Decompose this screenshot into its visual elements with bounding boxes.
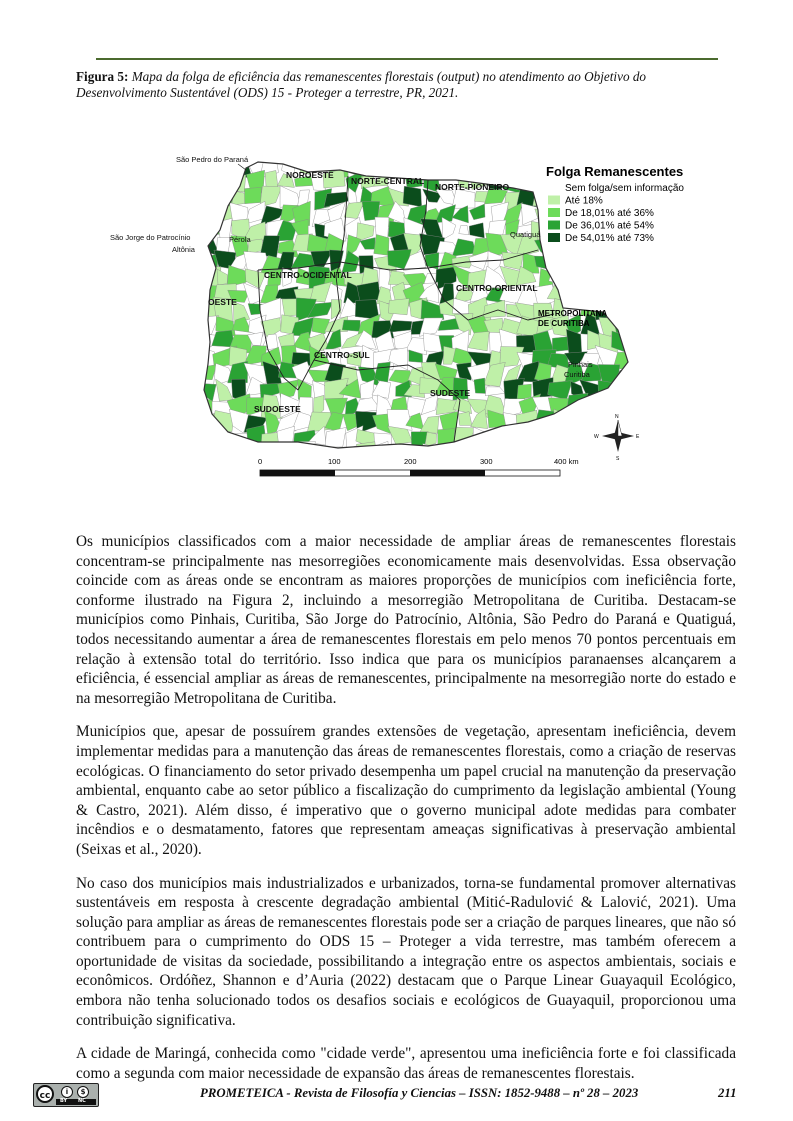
municipality xyxy=(500,450,524,460)
region-label: CENTRO-SUL xyxy=(314,350,370,360)
municipality xyxy=(613,253,633,272)
municipality xyxy=(374,234,389,255)
municipality xyxy=(628,270,653,289)
municipality xyxy=(548,398,570,419)
region-label: OESTE xyxy=(208,297,237,307)
municipality xyxy=(436,153,458,173)
license-bar xyxy=(56,1099,96,1105)
compass-rose xyxy=(594,414,640,462)
municipality xyxy=(634,378,647,399)
municipality xyxy=(564,428,588,449)
municipality xyxy=(611,442,635,464)
legend-label: Até 18% xyxy=(565,195,603,207)
legend-label: De 36,01% até 54% xyxy=(565,220,654,232)
municipality xyxy=(474,378,486,394)
map-legend xyxy=(546,164,684,244)
municipality xyxy=(453,427,475,448)
municipality xyxy=(566,283,588,306)
page-footer xyxy=(0,1080,793,1110)
municipality xyxy=(611,271,634,289)
municipality xyxy=(292,441,316,466)
municipality xyxy=(580,254,604,267)
compass-s: S xyxy=(616,456,620,462)
municipality xyxy=(196,218,220,236)
city-label: Quatiguá xyxy=(510,230,541,239)
scale-tick: 0 xyxy=(258,457,263,466)
municipality xyxy=(342,320,360,331)
scale-tick: 400 km xyxy=(554,457,579,466)
municipality xyxy=(452,157,470,178)
paragraph: A cidade de Maringá, conhecida como "cidade verde", apresentou uma ineficiência forte e foi classificada como a segunda com maior necessidade de expansão das áreas de remanescentes florestais. xyxy=(76,1045,736,1082)
region-label: SUDOESTE xyxy=(254,404,301,414)
municipality xyxy=(633,347,649,367)
municipality xyxy=(581,402,598,410)
municipality xyxy=(196,178,219,189)
attribution-icon: i xyxy=(61,1086,73,1098)
municipality xyxy=(213,172,237,194)
legend-swatch xyxy=(548,208,560,217)
region-label: CENTRO-ORIENTAL xyxy=(456,283,538,293)
cc-icon: cc xyxy=(36,1085,54,1103)
figure-caption xyxy=(76,69,736,101)
license-nc-text: NC xyxy=(78,1098,86,1104)
municipality xyxy=(278,448,296,463)
municipality xyxy=(439,442,459,465)
noncommercial-icon: $ xyxy=(77,1086,89,1098)
municipality xyxy=(197,414,215,435)
municipality xyxy=(197,446,220,465)
municipality xyxy=(581,413,602,430)
municipality xyxy=(596,249,618,275)
legend-swatch xyxy=(548,196,560,205)
compass-w: W xyxy=(594,434,599,440)
paragraph: Os municípios classificados com a maior necessidade de ampliar áreas de remanescentes florestais concentram-se principalmente nas mesorregiões economicamente mais desenvolvidas. Essa observação coincide com as áreas onde se encontram as maiores proporções de municípios com ineficiência forte, conforme ilustrado na Figura 2, incluindo a mesorregião Metropolitana de Curitiba. Destacam-se municípios como Pinhais, Curitiba, São Jorge do Patrocínio, Altônia, São Pedro do Paraná e Quatiguá, todos necessitando aumentar a área de remanescentes florestais em pelo menos 70 pontos percentuais em relação à extensão total do território. Isso indica que para os municípios paranaenses alcançarem a eficiência, é essencial ampliar as áreas de remanescentes, principalmente na mesorregião norte do estado e na mesorregião Metropolitana de Curitiba. xyxy=(76,533,736,707)
scale-tick: 300 xyxy=(480,457,493,466)
municipality xyxy=(503,158,524,175)
scale-tick: 100 xyxy=(328,457,341,466)
municipality xyxy=(618,297,630,319)
municipality xyxy=(408,158,421,172)
municipality xyxy=(615,283,636,304)
municipality xyxy=(211,449,227,460)
body-text xyxy=(76,532,736,1097)
municipality xyxy=(568,270,587,286)
municipality xyxy=(470,153,489,174)
region-label: NORTE-PIONEIRO xyxy=(435,182,510,192)
municipality xyxy=(566,249,587,267)
compass-n: N xyxy=(615,414,619,420)
municipality xyxy=(629,394,651,414)
license-by-text: BY xyxy=(60,1098,68,1104)
region-label: NOROESTE xyxy=(286,170,334,180)
caption-label: Figura 5: xyxy=(76,69,129,84)
city-label: São Pedro do Paraná xyxy=(176,155,249,164)
municipality xyxy=(388,298,409,314)
municipality xyxy=(628,441,649,464)
region-label: SUDESTE xyxy=(430,388,471,398)
legend-swatch xyxy=(548,183,560,192)
legend-label: Sem folga/sem informação xyxy=(565,183,684,194)
municipality xyxy=(519,154,540,177)
municipality xyxy=(521,441,539,464)
municipality xyxy=(547,254,571,270)
city-label: Pinhais xyxy=(568,360,593,369)
municipality xyxy=(421,154,443,169)
municipality xyxy=(403,186,422,207)
municipality xyxy=(532,443,551,460)
municipality xyxy=(373,154,395,176)
compass-e: E xyxy=(636,434,640,440)
municipality xyxy=(630,336,644,353)
municipality xyxy=(508,430,525,448)
legend-title: Folga Remanescentes xyxy=(546,164,684,179)
municipality xyxy=(484,158,508,179)
municipality xyxy=(629,284,651,303)
municipality xyxy=(459,225,469,234)
scale-bar xyxy=(258,457,579,476)
municipality xyxy=(581,442,598,466)
municipality xyxy=(553,428,572,451)
municipality xyxy=(564,416,588,427)
municipality xyxy=(598,380,618,399)
cc-license-badge xyxy=(33,1083,99,1107)
municipality xyxy=(617,381,635,400)
municipality xyxy=(599,286,620,300)
municipality xyxy=(203,185,220,211)
municipality xyxy=(630,301,647,323)
municipality xyxy=(598,411,616,429)
paragraph: No caso dos municípios mais industrializados e urbanizados, torna-se fundamental promover alternativas sustentáveis em resposta à crescente degradação ambiental (Mitić-Radulović & Lalović, 2021). Uma solução para ampliar as áreas de remanescentes florestais pode ser a criação de parques lineares, que não só contribuem para o cumprimento do ODS 15 – Proteger a vida terrestre, mas também oferecem a oportunidade de visitas da sociedade, possibilitando a integração entre os aspectos ambientais, sociais e econômicos. Ordóñez, Shannon e d’Auria (2022) destacam que o Parque Linear Guayaquil Ecológico, embora não tenha solucionado todos os desafios sociais e ecológicos de Guayaquil, proporcionou uma contribuição significativa. xyxy=(76,874,736,1029)
top-rule xyxy=(96,58,718,60)
city-label: Altônia xyxy=(172,245,195,254)
paragraph: Municípios que, apesar de possuírem grandes extensões de vegetação, apresentam ineficiência, devem implementar medidas para a manutenção das áreas de remanescentes florestais, como a criação de reservas ecológicas. O financiamento do setor privado desempenha um papel crucial na manutenção da preservação ambiental, enquanto cabe ao setor público a fiscalização do cumprimento da legislação ambiental (Young & Castro, 2021). Além disso, é imperativo que o governo municipal adote medidas para combater incêndios e o desmatamento, fatores que representam ameaças significativas à preservação ambiental (Seixas et al., 2020). xyxy=(76,723,736,858)
city-label: Curitiba xyxy=(564,370,590,379)
municipality xyxy=(388,161,405,169)
region-label: CENTRO-OCIDENTAL xyxy=(264,270,352,280)
caption-text: Mapa da folga de eficiência das remanescentes florestais (output) no atendimento ao Objetivo do Desenvolvimento Sustentável (ODS) 15 - Proteger a terrestre, PR, 2021. xyxy=(76,69,647,100)
municipality xyxy=(580,268,599,290)
municipality xyxy=(196,204,220,225)
journal-info: PROMETEICA - Revista de Filosofía y Ciencias – ISSN: 1852-9488 – nº 28 – 2023 xyxy=(200,1086,639,1100)
scale-tick: 200 xyxy=(404,457,417,466)
municipality xyxy=(531,429,551,449)
city-label: São Jorge do Patrocínio xyxy=(110,233,191,242)
municipality xyxy=(230,446,253,462)
region-label-metro: METROPOLITANA DE CURITIBA xyxy=(538,309,607,328)
city-label: Pérola xyxy=(229,235,251,244)
municipality xyxy=(204,433,214,447)
municipality xyxy=(630,363,649,380)
legend-swatch xyxy=(548,233,560,242)
municipality xyxy=(601,399,614,413)
municipality xyxy=(614,396,636,411)
municipality xyxy=(631,415,653,431)
municipality xyxy=(597,270,620,289)
municipality xyxy=(483,431,502,449)
legend-label: De 54,01% até 73% xyxy=(565,233,654,244)
parana-map xyxy=(108,150,728,485)
municipality xyxy=(627,250,652,273)
map-figure xyxy=(108,150,728,485)
municipality xyxy=(261,444,284,466)
municipality xyxy=(308,447,327,459)
municipality xyxy=(244,187,261,203)
municipality xyxy=(453,447,472,459)
region-label: NORTE-CENTRAL xyxy=(351,176,425,186)
page-number: 211 xyxy=(718,1086,737,1100)
municipality xyxy=(517,433,539,448)
municipality xyxy=(586,288,600,302)
municipality xyxy=(628,322,648,332)
legend-swatch xyxy=(548,221,560,230)
legend-label: De 18,01% até 36% xyxy=(565,208,654,219)
